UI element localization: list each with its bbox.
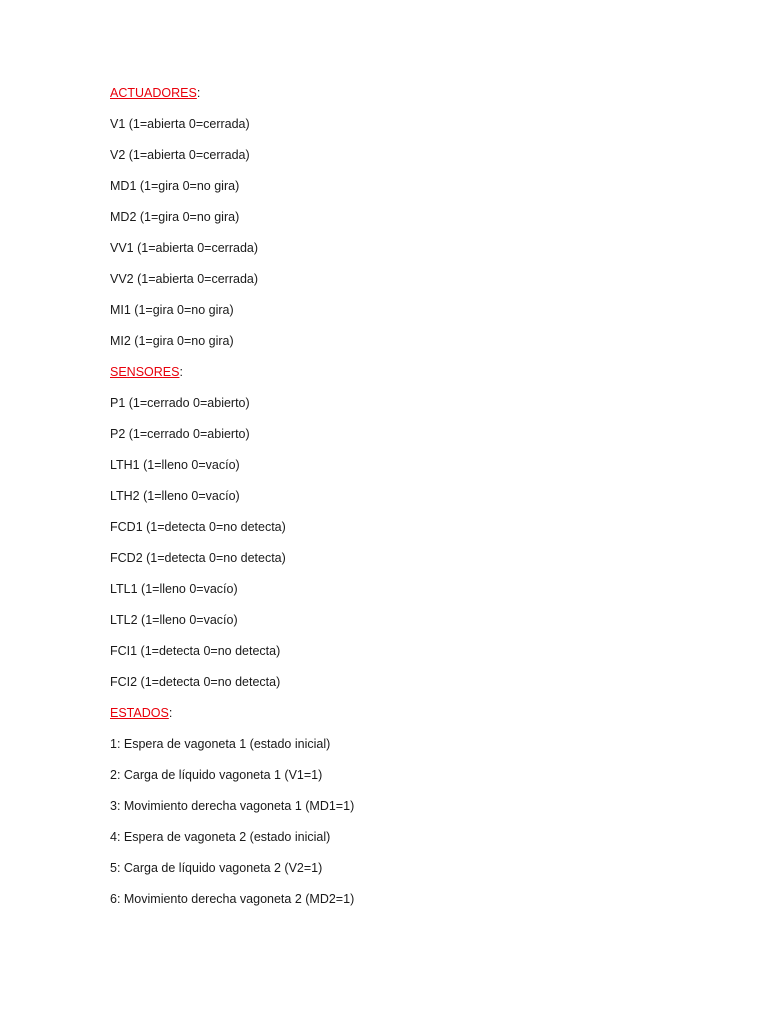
heading-colon: : [168,706,173,720]
list-item: FCI2 (1=detecta 0=no detecta) [110,675,281,689]
list-item: LTL2 (1=lleno 0=vacío) [110,613,238,627]
list-item: MD1 (1=gira 0=no gira) [110,179,240,193]
list-item: MI1 (1=gira 0=no gira) [110,303,234,317]
list-item: 2: Carga de líquido vagoneta 1 (V1=1) [110,768,323,782]
list-item: 3: Movimiento derecha vagoneta 1 (MD1=1) [110,799,355,813]
list-item: FCD1 (1=detecta 0=no detecta) [110,520,286,534]
list-item: P2 (1=cerrado 0=abierto) [110,427,250,441]
list-item: 4: Espera de vagoneta 2 (estado inicial) [110,830,331,844]
heading-label: ESTADOS [110,706,169,720]
list-item: LTL1 (1=lleno 0=vacío) [110,582,238,596]
list-item: LTH2 (1=lleno 0=vacío) [110,489,240,503]
list-item: 5: Carga de líquido vagoneta 2 (V2=1) [110,861,323,875]
heading-label: ACTUADORES [110,86,197,100]
list-item: MI2 (1=gira 0=no gira) [110,334,234,348]
list-item: 1: Espera de vagoneta 1 (estado inicial) [110,737,331,751]
list-item: FCI1 (1=detecta 0=no detecta) [110,644,281,658]
list-item: V1 (1=abierta 0=cerrada) [110,117,250,131]
list-item: FCD2 (1=detecta 0=no detecta) [110,551,286,565]
section-heading-sensores [110,365,710,380]
section-heading-actuadores [110,86,710,101]
heading-colon: : [179,365,183,379]
list-item: MD2 (1=gira 0=no gira) [110,210,240,224]
list-item: P1 (1=cerrado 0=abierto) [110,396,250,410]
list-item: 6: Movimiento derecha vagoneta 2 (MD2=1) [110,892,355,906]
list-item: VV1 (1=abierta 0=cerrada) [110,241,259,255]
heading-colon: : [196,86,201,100]
heading-label: SENSORES [110,365,180,379]
section-heading-estados [110,706,710,721]
list-item: VV2 (1=abierta 0=cerrada) [110,272,259,286]
list-item: V2 (1=abierta 0=cerrada) [110,148,250,162]
list-item: LTH1 (1=lleno 0=vacío) [110,458,240,472]
document-page [110,86,710,923]
